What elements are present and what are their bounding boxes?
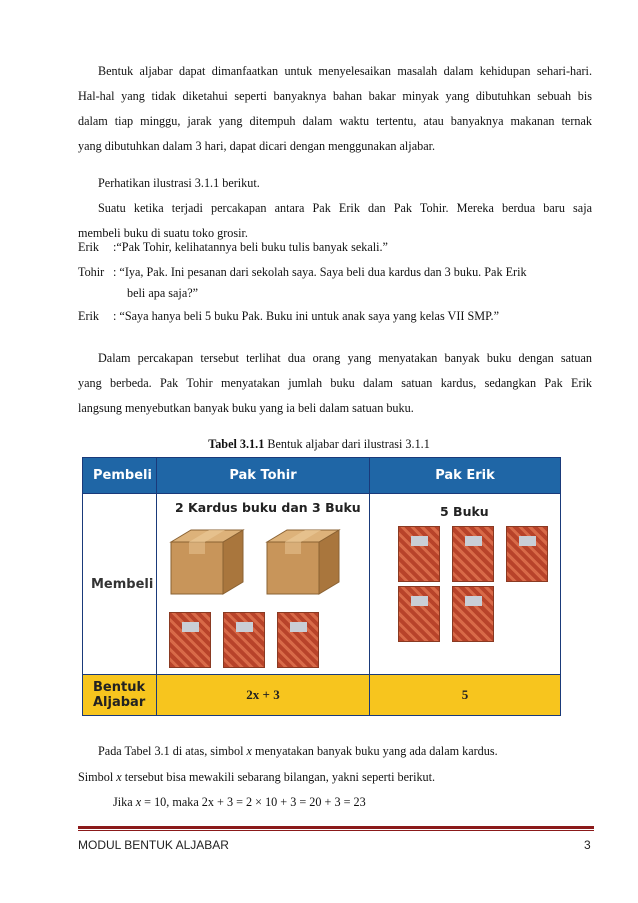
after-line-2: Simbol x tersebut bisa mewakili sebarang bilangan, yakni seperti berikut. — [78, 770, 436, 784]
foot-label-line-1: Bentuk — [93, 680, 146, 695]
erik-expression: 5 — [370, 675, 561, 716]
paragraph-3-line-2: membeli buku di suatu toko grosir. — [78, 226, 248, 240]
paragraph-2: Perhatikan ilustrasi 3.1.1 berikut. — [98, 176, 260, 190]
paragraph-4-line-3: langsung menyebutkan banyak buku yang ia beli dalam satuan buku. — [78, 401, 414, 415]
dialogue-speaker-2: Tohir — [78, 265, 105, 279]
book-icon — [169, 612, 211, 668]
dialogue-text-1: :“Pak Tohir, kelihatannya beli buku tulis banyak sekali.” — [113, 240, 388, 254]
book-icon — [398, 526, 440, 582]
book-icon — [223, 612, 265, 668]
algebra-table — [82, 457, 561, 716]
tohir-expression: 2x + 3 — [157, 675, 370, 716]
foot-label-line-2: Aljabar — [93, 695, 146, 710]
book-icon — [277, 612, 319, 668]
tohir-purchase-cell — [157, 494, 370, 675]
row-label-membeli: Membeli — [83, 494, 157, 675]
header-pak-erik: Pak Erik — [370, 458, 561, 494]
dialogue-speaker-1: Erik — [78, 240, 99, 254]
dialogue-text-3: : “Saya hanya beli 5 buku Pak. Buku ini untuk anak saya yang kelas VII SMP.” — [113, 309, 499, 323]
table-caption-text: Bentuk aljabar dari ilustrasi 3.1.1 — [264, 437, 430, 451]
book-icon — [452, 526, 494, 582]
paragraph-1-line-3: dalam tiap minggu, jarak yang ditempuh dalam waktu tertentu, atau banyaknya makanan ternak — [78, 114, 592, 128]
dialogue-speaker-3: Erik — [78, 309, 99, 323]
book-icon — [398, 586, 440, 642]
table-footer-row — [83, 675, 561, 716]
paragraph-1-line-1: Bentuk aljabar dapat dimanfaatkan untuk menyelesaikan masalah dalam kehidupan sehari-hari. — [98, 64, 592, 78]
after-line-3: Jika x = 10, maka 2x + 3 = 2 × 10 + 3 = 20 + 3 = 23 — [113, 795, 366, 809]
book-icon — [506, 526, 548, 582]
table-header-row — [83, 458, 561, 494]
page-number: 3 — [584, 838, 591, 852]
header-pembeli: Pembeli — [83, 458, 157, 494]
dialogue-text-2-cont: beli apa saja?” — [127, 286, 199, 300]
paragraph-4-line-1: Dalam percakapan tersebut terlihat dua orang yang menyatakan banyak buku dengan satuan — [98, 351, 592, 365]
table-body-row — [83, 494, 561, 675]
paragraph-1-line-2: Hal-hal yang tidak diketahui seperti banyaknya bahan bakar minyak yang dibutuhkan sebuah bis — [78, 89, 592, 103]
tohir-purchase-title: 2 Kardus buku dan 3 Buku — [175, 500, 361, 515]
header-pak-tohir: Pak Tohir — [157, 458, 370, 494]
row-label-bentuk-aljabar — [83, 675, 157, 716]
erik-purchase-title: 5 Buku — [440, 504, 489, 519]
book-icon — [452, 586, 494, 642]
after-line-1: Pada Tabel 3.1 di atas, simbol x menyatakan banyak buku yang ada dalam kardus. — [98, 744, 498, 758]
dialogue-text-2: : “Iya, Pak. Ini pesanan dari sekolah saya. Saya beli dua kardus dan 3 buku. Pak Erik — [113, 265, 527, 279]
table-caption — [0, 437, 638, 452]
footer-rule — [78, 826, 594, 829]
paragraph-3-line-1: Suatu ketika terjadi percakapan antara Pak Erik dan Pak Tohir. Mereka berdua baru saja — [98, 201, 592, 215]
table-caption-number: Tabel 3.1.1 — [208, 437, 265, 451]
paragraph-1-line-4: yang dibutuhkan dalam 3 hari, dapat dicari dengan menggunakan aljabar. — [78, 139, 436, 153]
paragraph-4-line-2: yang berbeda. Pak Tohir menyatakan jumlah buku dalam satuan kardus, sedangkan Pak Erik — [78, 376, 592, 390]
cardboard-box-icon — [167, 524, 247, 596]
footer-rule-thin — [78, 830, 594, 831]
cardboard-box-icon — [263, 524, 343, 596]
erik-purchase-cell — [370, 494, 561, 675]
footer-title: MODUL BENTUK ALJABAR — [78, 838, 229, 852]
